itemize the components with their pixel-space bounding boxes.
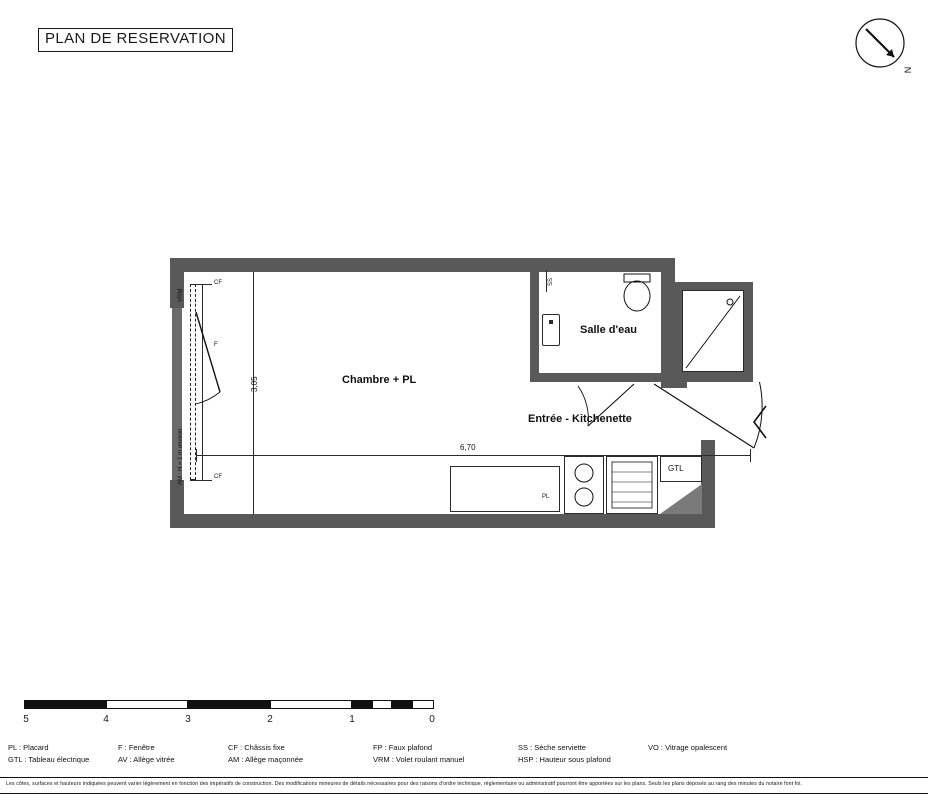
scale-tick-3: 2 xyxy=(267,714,273,725)
closet-pl xyxy=(450,466,560,512)
scale-seg-5a xyxy=(352,700,372,709)
legend-pl: PL : Placard xyxy=(8,743,49,752)
wall-bath-bottom xyxy=(530,373,661,382)
wall-right-upper xyxy=(661,258,675,388)
footer-divider-bottom xyxy=(0,793,928,794)
washbasin-icon xyxy=(542,314,560,346)
label-cf-bottom: CF xyxy=(214,474,222,480)
scale-seg-3 xyxy=(188,700,270,709)
label-am-note: AM : H = 1 m environ xyxy=(178,428,184,485)
wall-top xyxy=(170,258,675,272)
label-cf-top: CF xyxy=(214,280,222,286)
legend-gtl: GTL : Tableau électrique xyxy=(8,754,90,764)
label-pl: PL xyxy=(542,494,550,500)
legend-row xyxy=(8,754,920,766)
legend-row xyxy=(8,742,920,754)
scale-tick-4: 1 xyxy=(349,714,355,725)
legend-av: AV : Allège vitrée xyxy=(118,754,175,764)
cooktop-burners-icon xyxy=(564,456,604,514)
dim-line-vertical xyxy=(253,272,254,452)
legend-empty xyxy=(648,754,808,766)
scale-seg-4 xyxy=(270,700,352,709)
label-ss: SS xyxy=(548,277,554,286)
label-gtl: GTL xyxy=(668,464,684,473)
legend-am: AM : Allège maçonnée xyxy=(228,754,304,764)
north-label: N xyxy=(901,66,912,74)
legend-f: F : Fenêtre xyxy=(118,743,155,752)
wall-bath-left xyxy=(530,272,539,382)
scale-seg-5b xyxy=(372,700,392,709)
tick-cf-top xyxy=(190,284,212,285)
scale-tick-5: 0 xyxy=(429,714,435,725)
legend-cf: CF : Châssis fixe xyxy=(228,743,285,752)
wall-return-hatch xyxy=(660,484,702,514)
north-arrow xyxy=(852,15,912,75)
kitchen-appliance-grill-icon xyxy=(606,456,658,514)
legend-vo: VO : Vitrage opalescent xyxy=(648,743,728,752)
room-label-entree: Entrée - Kitchenette xyxy=(528,413,632,425)
footer-note: Les côtes, surfaces et hauteurs indiquées peuvent varier légèrement en fonction des impératifs de construction. Des modifications mineures de détails nécessaires pour des raisons d'ordre technique, réglementaire ou administratif pourront être apportées sur les plans. Seuls les plans déposés au rang des minutes du notaire font foi. xyxy=(6,781,803,787)
scale-tick-0: 5 xyxy=(23,714,29,725)
room-label-salle-deau: Salle d'eau xyxy=(580,324,638,336)
scale-seg-1 xyxy=(24,700,106,709)
legend-vrm: VRM : Volet roulant manuel xyxy=(373,754,465,764)
bathroom-door-swing xyxy=(574,382,644,440)
dim-width: 6,70 xyxy=(460,443,476,452)
window-swing xyxy=(190,300,240,430)
scale-seg-5d xyxy=(412,700,434,709)
tick-cf-bottom xyxy=(190,480,212,481)
legend xyxy=(8,742,920,765)
dim-tick-left xyxy=(196,449,197,462)
legend-hsp: HSP : Hauteur sous plafond xyxy=(518,754,611,764)
towel-rail xyxy=(546,270,547,292)
page-title-text: PLAN DE RESERVATION xyxy=(45,30,226,47)
footer-divider-top xyxy=(0,777,928,778)
page-title xyxy=(38,28,233,52)
scale-tick-1: 4 xyxy=(103,714,109,725)
label-f: F xyxy=(214,342,218,348)
scale-tick-2: 3 xyxy=(185,714,191,725)
scale-seg-2 xyxy=(106,700,188,709)
wall-bottom xyxy=(170,514,715,528)
floor-plan xyxy=(150,240,790,560)
wc-icon xyxy=(618,272,660,318)
legend-ss: SS : Sèche serviette xyxy=(518,743,586,752)
washbasin-tap xyxy=(549,320,553,324)
dim-height: 3,05 xyxy=(250,376,259,392)
label-vrm: VRM xyxy=(178,288,184,302)
room-label-chambre: Chambre + PL xyxy=(342,374,417,386)
legend-fp: FP : Faux plafond xyxy=(373,743,433,752)
scale-bar xyxy=(24,700,434,740)
shower-drain-icon xyxy=(682,290,744,372)
chevron-marker-icon xyxy=(750,404,770,440)
scale-seg-5c xyxy=(392,700,412,709)
